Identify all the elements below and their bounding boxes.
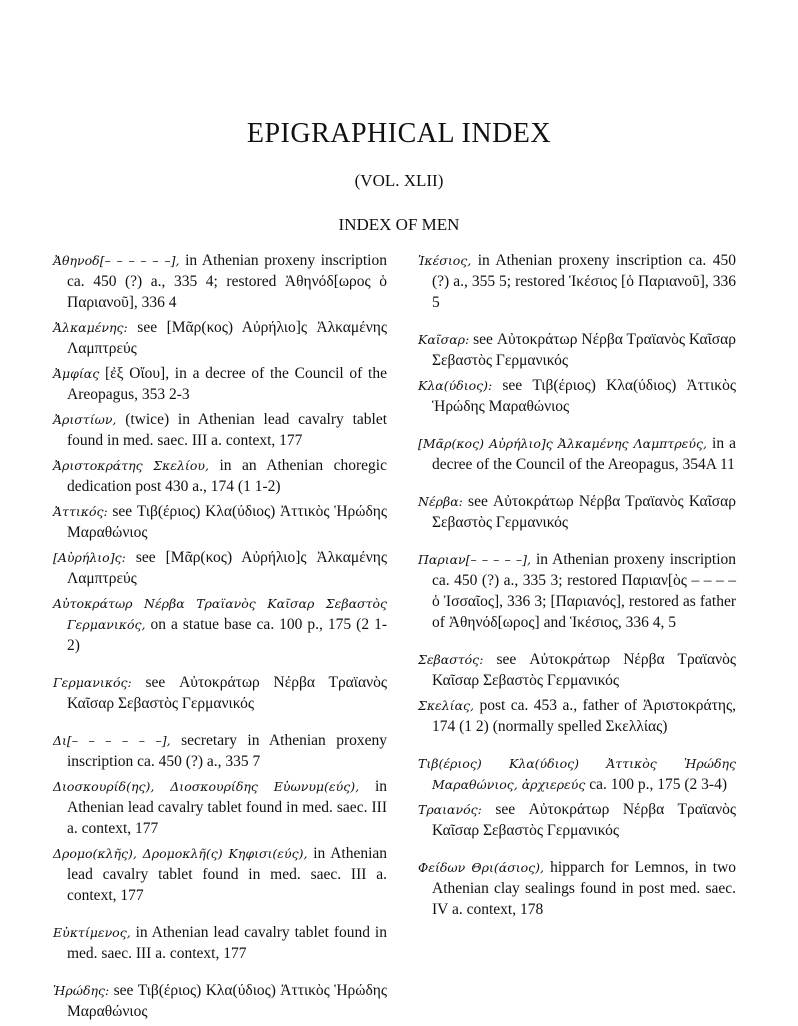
entry-text: ca. 100 p., 175 (2 3-4) xyxy=(589,776,727,793)
index-entry xyxy=(53,922,387,964)
entry-headword: Ἱκέσιος, xyxy=(418,253,472,268)
entry-text: post ca. 453 a., father of Ἀριστοκράτης, 174 (1 2) (normally spelled Σκελλίας) xyxy=(432,697,736,735)
entry-headword: Ἀριστίων, xyxy=(53,412,117,427)
index-entry xyxy=(53,776,387,839)
index-entry xyxy=(418,491,736,533)
entry-text: in Athenian proxeny inscription ca. 450 (?) a., 335 4; restored Ἀθηνόδ[ωρος ὁ Παριανοῦ], 336 4 xyxy=(67,252,387,311)
index-entry xyxy=(53,250,387,313)
entry-headword: Παριαν[– – – – –], xyxy=(418,552,531,567)
entry-headword: Διοσκουρίδ(ης), Διοσκουρίδης Εὐωνυμ(εύς), xyxy=(53,779,360,794)
index-entry xyxy=(418,649,736,691)
entry-headword: Δρομο(κλῆς), Δρομοκλῆ(ς) Κηφισι(εύς), xyxy=(53,846,308,861)
entry-text: see Αὐτοκράτωρ Νέρβα Τραϊανὸς Καῖσαρ Σεβαστὸς Γερμανικός xyxy=(67,674,387,712)
entry-text: see Τιβ(έριος) Κλα(ύδιος) Ἀττικὸς Ἡρώδης Μαραθώνιος xyxy=(432,377,736,415)
index-entry xyxy=(418,250,736,313)
index-entry xyxy=(418,549,736,633)
index-entry xyxy=(53,409,387,451)
index-entry xyxy=(53,455,387,497)
entry-headword: Σεβαστός: xyxy=(418,652,484,667)
volume-label: (VOL. XLII) xyxy=(354,171,444,190)
entry-text: see [Μᾶρ(κος) Αὐρήλιο]ς Ἀλκαμένης Λαμπτρεύς xyxy=(67,319,387,357)
index-entry xyxy=(53,593,387,656)
entry-text: in Athenian proxeny inscription ca. 450 (?) a., 335 3; restored Παριαν[ὸς – – – – ὁ Ἰσσαῖος], 336 3; [Παριανός], restored as father of Ἀθηνόδ[ωρος] and Ἱκέσιος, 336 4, 5 xyxy=(432,551,736,631)
entry-headword: Νέρβα: xyxy=(418,494,463,509)
entry-text: see Αὐτοκράτωρ Νέρβα Τραϊανὸς Καῖσαρ Σεβαστὸς Γερμανικός xyxy=(432,493,736,531)
index-entry xyxy=(53,317,387,359)
entry-headword: Κλα(ύδιος): xyxy=(418,378,493,393)
entry-text: secretary in Athenian proxeny inscription ca. 450 (?) a., 335 7 xyxy=(67,732,387,770)
entry-text: see Τιβ(έριος) Κλα(ύδιος) Ἀττικὸς Ἡρώδης Μαραθώνιος xyxy=(67,503,387,541)
entry-headword: [Μᾶρ(κος) Αὐρήλιο]ς Ἀλκαμένης Λαμπτρεύς, xyxy=(418,436,707,451)
entry-headword: Σκελίας, xyxy=(418,698,474,713)
index-column-right xyxy=(418,250,736,924)
entry-headword: Ἀλκαμένης: xyxy=(53,320,128,335)
index-entry xyxy=(418,375,736,417)
entry-headword: [Αὐρήλιο]ς: xyxy=(53,550,126,565)
entry-headword: Καῖσαρ: xyxy=(418,332,470,347)
index-entry xyxy=(53,980,387,1022)
entry-text: in Athenian lead cavalry tablet found in med. saec. III a. context, 177 xyxy=(67,778,388,837)
entry-headword: Γερμανικός: xyxy=(53,675,132,690)
entry-headword: Ἀθηνοδ[– – – – – –], xyxy=(53,253,180,268)
page-title: EPIGRAPHICAL INDEX xyxy=(246,118,552,149)
entry-text: in an Athenian choregic dedication post 430 a., 174 (1 1-2) xyxy=(67,457,387,495)
entry-text: in a decree of the Council of the Areopagus, 354A 11 xyxy=(432,435,737,473)
entry-headword: Αὐτοκράτωρ Νέρβα Τραϊανὸς Καῖσαρ Σεβαστὸς Γερμανικός, xyxy=(53,596,387,632)
entry-text: [ἐξ Οἴου], in a decree of the Council of the Areopagus, 353 2-3 xyxy=(67,365,387,403)
entry-headword: Τιβ(έριος) Κλα(ύδιος) Ἀττικὸς Ἡρώδης Μαραθώνιος, ἀρχιερεύς xyxy=(418,756,736,792)
index-entry xyxy=(418,753,736,795)
index-entry xyxy=(418,695,736,737)
entry-text: on a statue base ca. 100 p., 175 (2 1-2) xyxy=(67,616,387,654)
index-entry xyxy=(418,329,736,371)
index-entry xyxy=(53,843,387,906)
entry-headword: Ἀριστοκράτης Σκελίου, xyxy=(53,458,209,473)
entry-text: in Athenian lead cavalry tablet found in med. saec. III a. context, 177 xyxy=(67,845,388,904)
entry-headword: Τραιανός: xyxy=(418,802,482,817)
index-entry xyxy=(53,501,387,543)
index-entry xyxy=(53,547,387,589)
entry-text: in Athenian lead cavalry tablet found in med. saec. III a. context, 177 xyxy=(67,924,387,962)
index-entry xyxy=(53,672,387,714)
entry-text: (twice) in Athenian lead cavalry tablet found in med. saec. III a. context, 177 xyxy=(67,411,387,449)
entry-text: in Athenian proxeny inscription ca. 450 (?) a., 355 5; restored Ἱκέσιος [ὁ Παριανοῦ], 336 5 xyxy=(432,252,737,311)
entry-headword: Ἡρώδης: xyxy=(53,983,110,998)
entry-headword: Ἀττικός: xyxy=(53,504,108,519)
entry-headword: Ἀμφίας xyxy=(53,366,100,381)
entry-headword: Εὐκτίμενος, xyxy=(53,925,131,940)
index-entry xyxy=(53,363,387,405)
entry-text: see Αὐτοκράτωρ Νέρβα Τραϊανὸς Καῖσαρ Σεβαστὸς Γερμανικός xyxy=(432,801,736,839)
entry-text: hipparch for Lemnos, in two Athenian clay sealings found in post med. saec. IV a. context, 178 xyxy=(432,859,737,918)
index-entry xyxy=(418,433,736,475)
entry-headword: Φείδων Θρι(άσιος), xyxy=(418,860,545,875)
entry-text: see Αὐτοκράτωρ Νέρβα Τραϊανὸς Καῖσαρ Σεβαστὸς Γερμανικός xyxy=(432,331,736,369)
index-entry xyxy=(53,730,387,772)
entry-text: see Αὐτοκράτωρ Νέρβα Τραϊανὸς Καῖσαρ Σεβαστὸς Γερμανικός xyxy=(432,651,736,689)
section-heading: INDEX OF MEN xyxy=(338,215,460,234)
entry-headword: Δι[– – – – – –], xyxy=(53,733,171,748)
entry-text: see [Μᾶρ(κος) Αὐρήλιο]ς Ἀλκαμένης Λαμπτρεύς xyxy=(67,549,387,587)
index-entry xyxy=(418,799,736,841)
index-entry xyxy=(418,857,736,920)
index-column-left xyxy=(53,250,387,1026)
entry-text: see Τιβ(έριος) Κλα(ύδιος) Ἀττικὸς Ἡρώδης Μαραθώνιος xyxy=(67,982,387,1020)
